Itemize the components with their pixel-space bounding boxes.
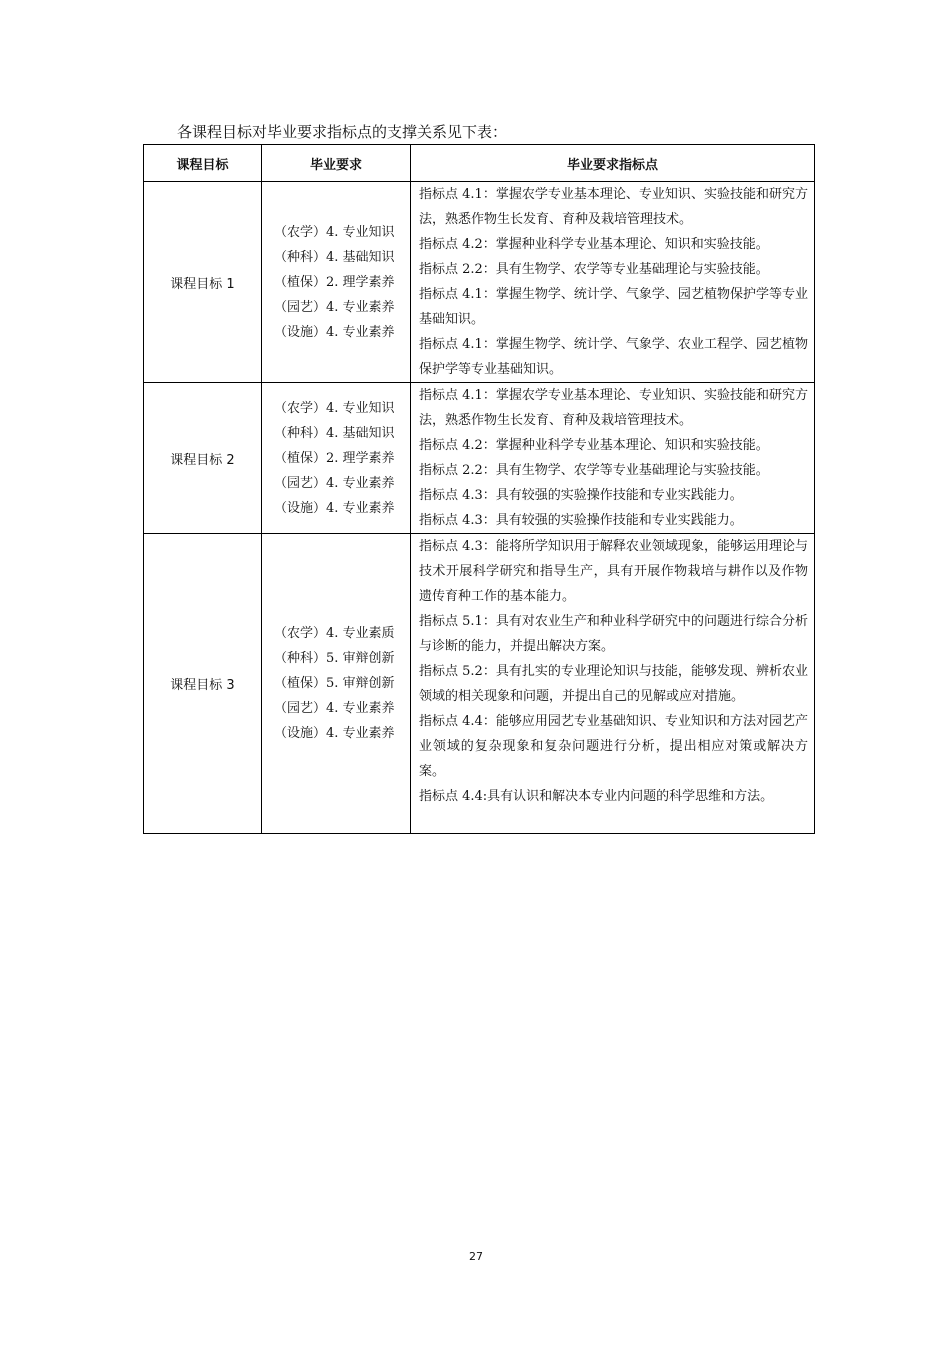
indicator-point: 指标点 4.1：掌握农学专业基本理论、专业知识、实验技能和研究方法，熟悉作物生长发育、育种及栽培管理技术。 [419, 388, 808, 428]
indicator-points-cell [411, 383, 815, 534]
requirement-item: （植保）5. 审辩创新 [274, 676, 395, 691]
indicator-point: 指标点 4.2：掌握种业科学专业基本理论、知识和实验技能。 [419, 237, 769, 252]
indicator-point: 指标点 2.2：具有生物学、农学等专业基础理论与实验技能。 [419, 262, 769, 277]
requirement-item: （设施）4. 专业素养 [274, 324, 395, 340]
course-goal-cell: 课程目标 1 [144, 182, 262, 383]
indicator-point: 指标点 5.2：具有扎实的专业理论知识与技能，能够发现、辨析农业领域的相关现象和问题，并提出自己的见解或应对措施。 [419, 664, 808, 704]
requirement-item: （园艺）4. 专业素养 [274, 299, 395, 315]
indicator-point: 指标点 4.3：具有较强的实验操作技能和专业实践能力。 [419, 513, 743, 528]
indicator-point: 指标点 4.4:具有认识和解决本专业内问题的科学思维和方法。 [419, 789, 774, 804]
header-course-goal: 课程目标 [144, 145, 262, 182]
course-goal-cell: 课程目标 3 [144, 534, 262, 834]
requirement-item: （种科）4. 基础知识 [274, 249, 395, 265]
requirement-item: （种科）4. 基础知识 [274, 425, 395, 441]
indicator-point: 指标点 4.4：能够应用园艺专业基础知识、专业知识和方法对园艺产业领域的复杂现象和复杂问题进行分析，提出相应对策或解决方案。 [419, 714, 808, 779]
requirement-item: （农学）4. 专业知识 [274, 224, 395, 240]
indicator-point: 指标点 4.3：具有较强的实验操作技能和专业实践能力。 [419, 488, 743, 503]
requirement-item: （农学）4. 专业素质 [274, 626, 395, 641]
indicator-point: 指标点 4.1：掌握农学专业基本理论、专业知识、实验技能和研究方法，熟悉作物生长发育、育种及栽培管理技术。 [419, 187, 808, 227]
header-graduation-requirement: 毕业要求 [262, 145, 411, 182]
requirements-cell [262, 383, 411, 534]
page-number: 27 [469, 1250, 483, 1263]
requirement-item: （园艺）4. 专业素养 [274, 701, 395, 716]
table-row [144, 534, 815, 834]
requirement-item: （植保）2. 理学素养 [274, 450, 395, 466]
indicator-point: 指标点 4.2：掌握种业科学专业基本理论、知识和实验技能。 [419, 438, 769, 453]
indicator-point: 指标点 5.1：具有对农业生产和种业科学研究中的问题进行综合分析与诊断的能力，并提出解决方案。 [419, 614, 808, 654]
requirement-item: （设施）4. 专业素养 [274, 500, 395, 516]
header-indicator-points: 毕业要求指标点 [411, 145, 815, 182]
indicator-point: 指标点 4.1：掌握生物学、统计学、气象学、农业工程学、园艺植物保护学等专业基础知识。 [419, 337, 808, 377]
table-intro: 各课程目标对毕业要求指标点的支撑关系见下表： [177, 123, 508, 141]
requirements-cell [262, 182, 411, 383]
requirement-item: （农学）4. 专业知识 [274, 400, 395, 416]
indicator-point: 指标点 4.3：能将所学知识用于解释农业领域现象，能够运用理论与技术开展科学研究和指导生产，具有开展作物栽培与耕作以及作物遗传育种工作的基本能力。 [419, 539, 808, 604]
indicator-point: 指标点 4.1：掌握生物学、统计学、气象学、园艺植物保护学等专业基础知识。 [419, 287, 808, 327]
indicator-points-cell [411, 182, 815, 383]
support-table [143, 144, 815, 834]
table-row [144, 383, 815, 534]
course-goal-cell: 课程目标 2 [144, 383, 262, 534]
table-row [144, 182, 815, 383]
requirements-cell [262, 534, 411, 834]
requirement-item: （设施）4. 专业素养 [274, 726, 395, 741]
requirement-item: （园艺）4. 专业素养 [274, 475, 395, 491]
indicator-points-cell [411, 534, 815, 834]
requirement-item: （种科）5. 审辩创新 [274, 651, 395, 666]
indicator-point: 指标点 2.2：具有生物学、农学等专业基础理论与实验技能。 [419, 463, 769, 478]
requirement-item: （植保）2. 理学素养 [274, 274, 395, 290]
table-header-row [144, 145, 815, 182]
